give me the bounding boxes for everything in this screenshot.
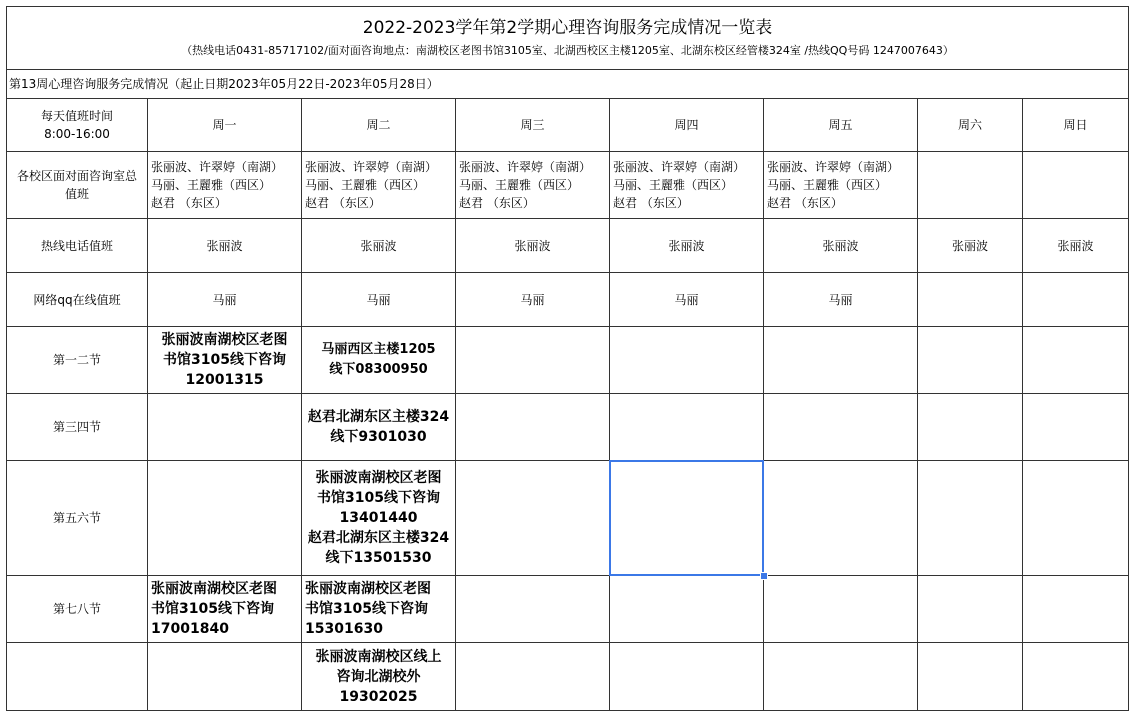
header-day[interactable]: 周一 — [148, 99, 302, 152]
campus-duty-line: 马丽、王麗雅（西区） — [151, 178, 272, 192]
empty-cell[interactable] — [1023, 152, 1129, 219]
hotline-duty-cell[interactable]: 张丽波 — [1023, 219, 1129, 273]
header-day[interactable]: 周二 — [302, 99, 456, 152]
selected-cell[interactable] — [610, 461, 764, 576]
campus-duty-line: 张丽波、许翠婷（南湖） — [305, 160, 438, 174]
qq-duty-label[interactable]: 网络qq在线值班 — [7, 273, 148, 327]
hotline-duty-cell[interactable]: 张丽波 — [456, 219, 610, 273]
entry-line: 线下9301030 — [330, 429, 427, 445]
entry-line: 书馆3105线下咨询 — [163, 352, 286, 368]
period-label[interactable]: 第三四节 — [7, 394, 148, 461]
entry-line: 书馆3105线下咨询 — [317, 490, 440, 506]
empty-cell[interactable] — [918, 461, 1023, 576]
fill-handle[interactable] — [760, 572, 768, 580]
empty-cell[interactable] — [610, 327, 764, 394]
empty-cell[interactable] — [610, 643, 764, 711]
sheet-subtitle: （热线电话0431-85717102/面对面咨询地点：南湖校区老图书馆3105室、北湖西校区主楼1205室、北湖东校区经管楼324室 /热线QQ号码 1247007643） — [181, 44, 954, 57]
empty-cell[interactable] — [456, 643, 610, 711]
campus-duty-cell[interactable] — [302, 152, 456, 219]
entry-line: 19302025 — [339, 688, 418, 705]
duty-time-range: 8:00-16:00 — [44, 127, 110, 141]
hotline-duty-cell[interactable]: 张丽波 — [918, 219, 1023, 273]
empty-cell[interactable] — [1023, 461, 1129, 576]
entry-line: 书馆3105线下咨询 — [305, 601, 428, 617]
sheet-title: 2022-2023学年第2学期心理咨询服务完成情况一览表 — [362, 18, 773, 38]
entry-line: 张丽波南湖校区老图 — [315, 470, 442, 486]
empty-cell[interactable] — [1023, 327, 1129, 394]
header-day[interactable]: 周日 — [1023, 99, 1129, 152]
qq-duty-cell[interactable]: 马丽 — [764, 273, 918, 327]
week-info-cell[interactable]: 第13周心理咨询服务完成情况（起止日期2023年05月22日-2023年05月28日） — [7, 70, 1129, 99]
campus-duty-cell[interactable] — [610, 152, 764, 219]
empty-cell[interactable] — [456, 461, 610, 576]
empty-cell[interactable] — [764, 461, 918, 576]
campus-duty-line: 赵君 （东区） — [151, 196, 227, 210]
entry-cell[interactable] — [148, 576, 302, 643]
spreadsheet — [6, 6, 1128, 711]
empty-cell[interactable] — [764, 327, 918, 394]
entry-line: 张丽波南湖校区老图 — [161, 332, 288, 348]
header-day[interactable]: 周五 — [764, 99, 918, 152]
empty-cell[interactable] — [764, 394, 918, 461]
empty-cell[interactable] — [1023, 273, 1129, 327]
duty-time-label: 每天值班时间 — [40, 109, 113, 123]
entry-cell[interactable] — [302, 643, 456, 711]
campus-duty-line: 马丽、王麗雅（西区） — [767, 178, 888, 192]
entry-line: 张丽波南湖校区线上 — [315, 648, 442, 665]
entry-cell[interactable] — [302, 394, 456, 461]
campus-duty-label: 值班 — [64, 187, 89, 201]
header-day[interactable]: 周三 — [456, 99, 610, 152]
hotline-duty-cell[interactable]: 张丽波 — [302, 219, 456, 273]
empty-cell[interactable] — [456, 327, 610, 394]
empty-cell[interactable] — [148, 643, 302, 711]
entry-line: 咨询北湖校外 — [336, 668, 421, 685]
empty-cell[interactable] — [1023, 576, 1129, 643]
campus-duty-label-cell[interactable] — [7, 152, 148, 219]
empty-cell[interactable] — [148, 394, 302, 461]
empty-cell[interactable] — [918, 273, 1023, 327]
entry-cell[interactable] — [148, 327, 302, 394]
campus-duty-line: 马丽、王麗雅（西区） — [613, 178, 734, 192]
period-label[interactable] — [7, 643, 148, 711]
hotline-duty-cell[interactable]: 张丽波 — [610, 219, 764, 273]
entry-line: 赵君北湖东区主楼324 — [307, 409, 450, 425]
campus-duty-line: 赵君 （东区） — [305, 196, 381, 210]
entry-line: 13401440 — [339, 510, 418, 526]
campus-duty-line: 马丽、王麗雅（西区） — [459, 178, 580, 192]
qq-duty-cell[interactable]: 马丽 — [148, 273, 302, 327]
period-label[interactable]: 第五六节 — [7, 461, 148, 576]
qq-duty-cell[interactable]: 马丽 — [610, 273, 764, 327]
campus-duty-line: 张丽波、许翠婷（南湖） — [767, 160, 900, 174]
empty-cell[interactable] — [456, 394, 610, 461]
campus-duty-line: 张丽波、许翠婷（南湖） — [151, 160, 284, 174]
campus-duty-cell[interactable] — [148, 152, 302, 219]
empty-cell[interactable] — [918, 394, 1023, 461]
empty-cell[interactable] — [764, 643, 918, 711]
duty-time-cell[interactable] — [7, 99, 148, 152]
campus-duty-line: 赵君 （东区） — [613, 196, 689, 210]
campus-duty-line: 张丽波、许翠婷（南湖） — [613, 160, 746, 174]
campus-duty-cell[interactable] — [456, 152, 610, 219]
entry-line: 马丽西区主楼1205 — [321, 342, 436, 357]
campus-duty-line: 赵君 （东区） — [767, 196, 843, 210]
qq-duty-cell[interactable]: 马丽 — [456, 273, 610, 327]
empty-cell[interactable] — [918, 152, 1023, 219]
empty-cell[interactable] — [456, 576, 610, 643]
entry-line: 17001840 — [151, 621, 229, 637]
entry-cell[interactable] — [302, 461, 456, 576]
empty-cell[interactable] — [918, 576, 1023, 643]
entry-cell[interactable] — [302, 327, 456, 394]
schedule-table — [6, 6, 1129, 711]
header-day[interactable]: 周六 — [918, 99, 1023, 152]
empty-cell[interactable] — [764, 576, 918, 643]
hotline-duty-cell[interactable]: 张丽波 — [764, 219, 918, 273]
entry-line: 书馆3105线下咨询 — [151, 601, 274, 617]
entry-line: 赵君北湖东区主楼324 — [307, 530, 450, 546]
title-cell[interactable] — [7, 7, 1129, 70]
entry-line: 张丽波南湖校区老图 — [305, 581, 431, 597]
entry-line: 15301630 — [305, 621, 383, 637]
campus-duty-line: 赵君 （东区） — [459, 196, 535, 210]
entry-line: 线下13501530 — [325, 550, 432, 566]
campus-duty-label: 各校区面对面咨询室总 — [16, 169, 137, 183]
campus-duty-cell[interactable] — [764, 152, 918, 219]
period-label[interactable]: 第七八节 — [7, 576, 148, 643]
empty-cell[interactable] — [148, 461, 302, 576]
empty-cell[interactable] — [610, 394, 764, 461]
hotline-duty-label[interactable]: 热线电话值班 — [7, 219, 148, 273]
entry-line: 12001315 — [185, 372, 264, 388]
entry-cell[interactable] — [302, 576, 456, 643]
campus-duty-line: 马丽、王麗雅（西区） — [305, 178, 426, 192]
entry-line: 张丽波南湖校区老图 — [151, 581, 277, 597]
empty-cell[interactable] — [610, 576, 764, 643]
entry-line: 线下08300950 — [329, 362, 428, 377]
empty-cell[interactable] — [1023, 394, 1129, 461]
campus-duty-line: 张丽波、许翠婷（南湖） — [459, 160, 592, 174]
period-label[interactable]: 第一二节 — [7, 327, 148, 394]
empty-cell[interactable] — [918, 643, 1023, 711]
hotline-duty-cell[interactable]: 张丽波 — [148, 219, 302, 273]
header-day[interactable]: 周四 — [610, 99, 764, 152]
qq-duty-cell[interactable]: 马丽 — [302, 273, 456, 327]
empty-cell[interactable] — [1023, 643, 1129, 711]
empty-cell[interactable] — [918, 327, 1023, 394]
